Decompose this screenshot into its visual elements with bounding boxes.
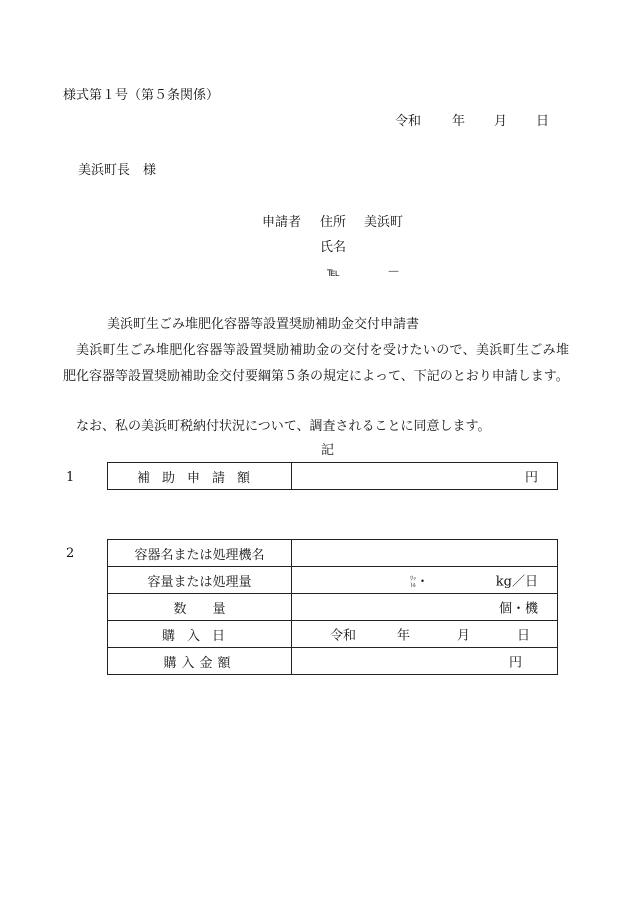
purchase-amount-label: 購入金額 [163, 655, 236, 671]
purchase-month: 月 [457, 628, 471, 644]
subsidy-amount-label-cell [108, 463, 292, 490]
capacity-kg-unit: kg／日 [495, 574, 538, 590]
table-row [108, 648, 558, 675]
section2-table [107, 539, 558, 675]
table-row [108, 463, 558, 490]
capacity-field[interactable] [292, 567, 558, 594]
purchase-amount-unit: 円 [508, 655, 522, 671]
document-title: 美浜町生ごみ堆肥化容器等設置奨励補助金交付申請書 [107, 317, 420, 332]
quantity-label: 数 量 [108, 594, 292, 621]
liter-text: ﾘｯ ﾄﾙ [410, 575, 417, 589]
purchase-date-label-cell [108, 621, 292, 648]
table-row [108, 540, 558, 567]
capacity-label: 容量または処理量 [108, 567, 292, 594]
quantity-unit: 個・機 [498, 601, 538, 617]
purchase-date-label: 購入日 [161, 628, 237, 644]
table-row [108, 621, 558, 648]
section1-table [107, 462, 558, 490]
name-label: 氏名 [320, 240, 347, 255]
table-row [108, 567, 558, 594]
form-number: 様式第１号（第５条関係） [63, 88, 220, 103]
date-year: 年 [452, 114, 466, 129]
purchase-date-field[interactable] [292, 621, 558, 648]
purchase-year: 年 [397, 628, 411, 644]
purchase-era: 令和 [330, 628, 357, 644]
subsidy-amount-unit: 円 [524, 470, 538, 486]
consent-paragraph: なお、私の美浜町税納付状況について、調査されることに同意します。 [76, 419, 491, 434]
tel-dash: － [387, 265, 401, 280]
section1-number: 1 [66, 470, 75, 485]
subsidy-amount-label: 補助申請額 [136, 470, 262, 486]
address-label: 住所 [320, 215, 347, 230]
container-name-field[interactable] [292, 540, 558, 567]
section2-number: 2 [66, 546, 75, 561]
addressee: 美浜町長 様 [78, 163, 157, 178]
capacity-liter-unit [410, 571, 429, 590]
purchase-amount-label-cell [108, 648, 292, 675]
table-row [108, 594, 558, 621]
body-paragraph: 美浜町生ごみ堆肥化容器等設置奨励補助金の交付を受けたいので、美浜町生ごみ堆肥化容器等設置奨励補助金交付要綱第５条の規定によって、下記のとおり申請します。 [63, 343, 569, 384]
quantity-field[interactable] [292, 594, 558, 621]
date-day: 日 [536, 114, 550, 129]
purchase-day: 日 [517, 628, 531, 644]
date-month: 月 [494, 114, 508, 129]
subsidy-amount-field[interactable] [292, 463, 558, 490]
date-era: 令和 [395, 114, 422, 129]
address-value: 美浜町 [364, 215, 404, 230]
purchase-amount-field[interactable] [292, 648, 558, 675]
container-name-label: 容器名または処理機名 [108, 540, 292, 567]
ki-label: 記 [321, 443, 335, 458]
applicant-label: 申請者 [262, 215, 302, 230]
capacity-dot: ・ [416, 574, 430, 590]
tel-label: ℡ [327, 265, 340, 279]
